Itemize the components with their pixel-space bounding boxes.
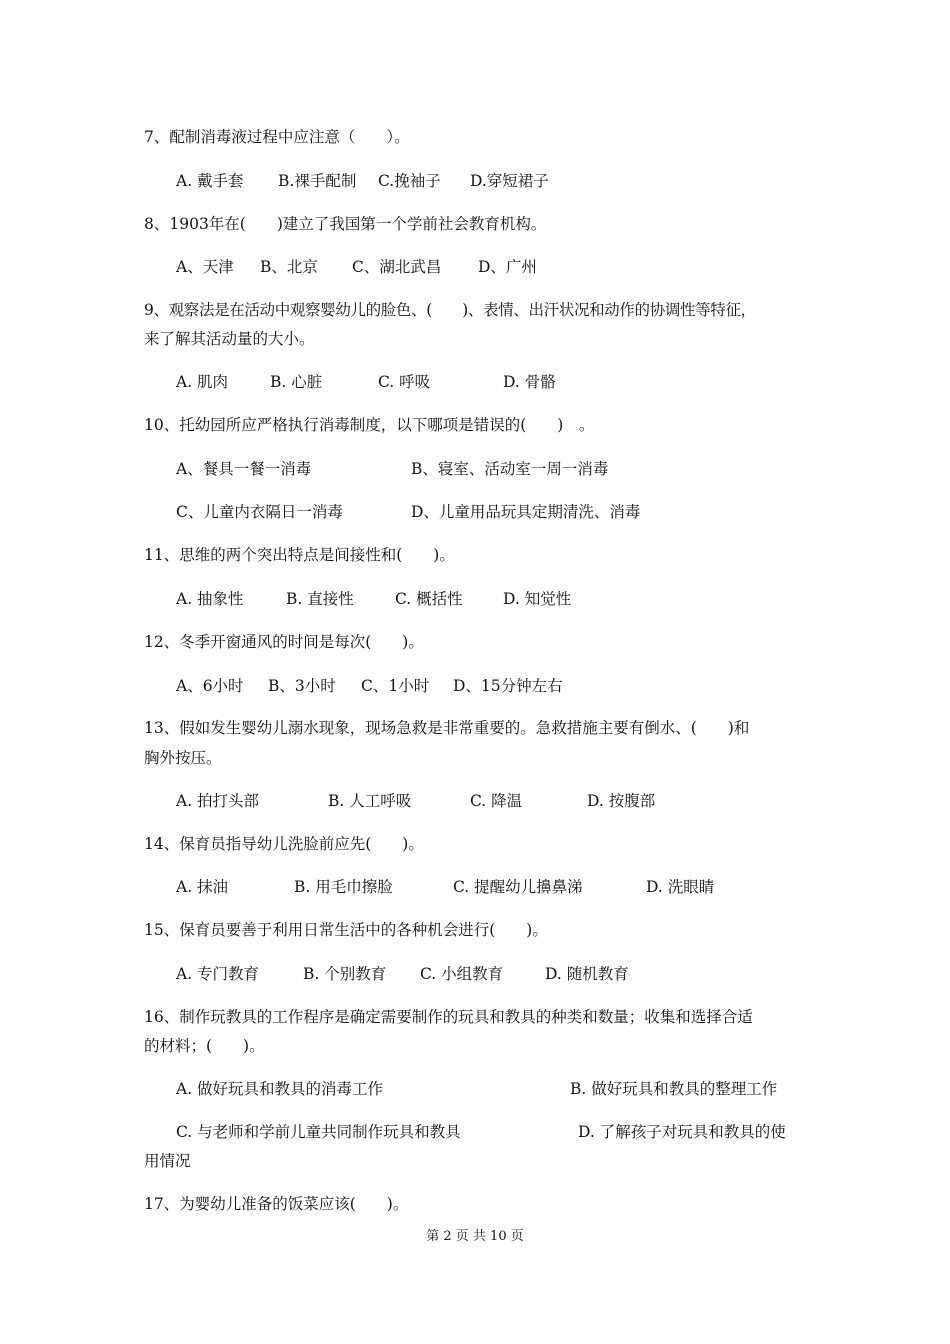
- question-16-option-b: B. 做好玩具和教具的整理工作: [570, 1080, 778, 1098]
- question-16-option-d: D. 了解孩子对玩具和教具的使: [578, 1123, 786, 1141]
- question-13-stem-line-2: 胸外按压。: [144, 749, 222, 767]
- question-15-option-d: D. 随机教育: [545, 965, 629, 983]
- question-9-stem-line-2: 来了解其活动量的大小。: [144, 330, 315, 348]
- question-11-option-c: C. 概括性: [395, 590, 463, 608]
- question-12-stem: 12、冬季开窗通风的时间是每次( )。: [144, 633, 424, 651]
- question-10-option-b: B、寝室、活动室一周一消毒: [411, 460, 609, 478]
- question-8-option-a: A、天津: [176, 258, 234, 276]
- question-9-stem-line-1: 9、观察法是在活动中观察婴幼儿的脸色、( )、表情、出汗状况和动作的协调性等特征，: [144, 301, 756, 319]
- question-10-stem: 10、托幼园所应严格执行消毒制度，以下哪项是错误的( ) 。: [144, 416, 595, 434]
- question-15-option-b: B. 个别教育: [303, 965, 387, 983]
- question-13-option-c: C. 降温: [470, 792, 523, 810]
- question-13-stem-line-1: 13、假如发生婴幼儿溺水现象，现场急救是非常重要的。急救措施主要有倒水、( )和: [144, 719, 750, 737]
- question-13-option-d: D. 按腹部: [587, 792, 656, 810]
- question-14-option-d: D. 洗眼睛: [646, 878, 715, 896]
- question-14-option-b: B. 用毛巾擦脸: [294, 878, 393, 896]
- question-16-stem-line-1: 16、制作玩教具的工作程序是确定需要制作的玩具和教具的种类和数量；收集和选择合适: [144, 1008, 753, 1026]
- question-16-option-c: C. 与老师和学前儿童共同制作玩具和教具: [176, 1123, 461, 1141]
- question-16-stem-line-2: 的材料；( )。: [144, 1037, 265, 1055]
- question-9-option-a: A. 肌肉: [176, 373, 229, 391]
- question-10-option-c: C、儿童内衣隔日一消毒: [176, 503, 343, 521]
- question-7-option-d: D.穿短裙子: [470, 172, 549, 190]
- page-number-footer: 第 2 页 共 10 页: [426, 1229, 524, 1244]
- question-15-option-a: A. 专门教育: [176, 965, 260, 983]
- question-11-option-a: A. 抽象性: [176, 590, 244, 608]
- question-9-option-d: D. 骨骼: [503, 373, 556, 391]
- question-10-option-d: D、儿童用品玩具定期清洗、消毒: [411, 503, 641, 521]
- question-11-option-b: B. 直接性: [286, 590, 354, 608]
- question-7-stem: 7、配制消毒液过程中应注意（ ）。: [144, 128, 410, 146]
- question-10-option-a: A、餐具一餐一消毒: [176, 460, 312, 478]
- question-16-option-a: A. 做好玩具和教具的消毒工作: [176, 1080, 384, 1098]
- question-17-stem: 17、为婴幼儿准备的饭菜应该( )。: [144, 1195, 409, 1213]
- question-12-option-b: B、3小时: [268, 677, 336, 695]
- question-8-option-b: B、北京: [260, 258, 318, 276]
- question-15-option-c: C. 小组教育: [420, 965, 504, 983]
- question-8-stem: 8、1903年在( )建立了我国第一个学前社会教育机构。: [144, 215, 547, 233]
- question-8-option-c: C、湖北武昌: [352, 258, 442, 276]
- question-11-stem: 11、思维的两个突出特点是间接性和( )。: [144, 546, 455, 564]
- question-7-option-a: A. 戴手套: [176, 172, 244, 190]
- question-9-option-c: C. 呼吸: [378, 373, 431, 391]
- question-7-option-b: B.裸手配制: [278, 172, 357, 190]
- question-12-option-c: C、1小时: [361, 677, 430, 695]
- question-13-option-b: B. 人工呼吸: [328, 792, 412, 810]
- question-12-option-d: D、15分钟左右: [453, 677, 563, 695]
- question-14-option-a: A. 抹油: [176, 878, 229, 896]
- question-11-option-d: D. 知觉性: [503, 590, 572, 608]
- question-7-option-c: C.挽袖子: [378, 172, 441, 190]
- question-9-option-b: B. 心脏: [270, 373, 323, 391]
- question-15-stem: 15、保育员要善于利用日常生活中的各种机会进行( )。: [144, 921, 548, 939]
- question-12-option-a: A、6小时: [176, 677, 244, 695]
- question-14-option-c: C. 提醒幼儿擤鼻涕: [453, 878, 583, 896]
- question-8-option-d: D、广州: [478, 258, 537, 276]
- question-14-stem: 14、保育员指导幼儿洗脸前应先( )。: [144, 835, 424, 853]
- question-13-option-a: A. 拍打头部: [176, 792, 260, 810]
- question-16-option-d-continuation: 用情况: [144, 1152, 191, 1170]
